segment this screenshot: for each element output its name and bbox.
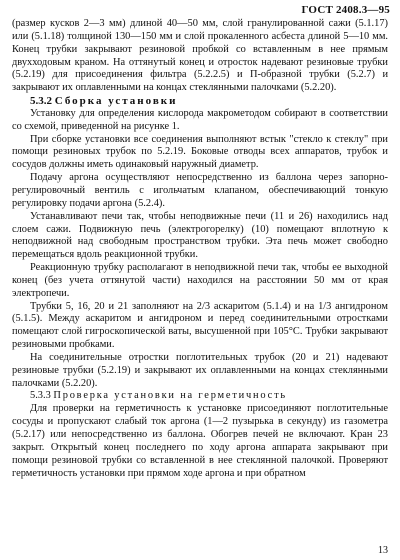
section-heading-check bbox=[12, 390, 388, 403]
section-number: 5.3.2 bbox=[30, 95, 52, 108]
document-body bbox=[12, 18, 388, 480]
section-number: 5.3.3 bbox=[30, 390, 51, 402]
paragraph: Трубки 5, 16, 20 и 21 заполняют на 2/3 аскаритом (5.1.4) и на 1/3 ангидроном (5.1.5). Между аскаритом и ангидроном и перед соединительными отростками помещают слой гигроскопической ваты, высушенной при 105°С. Трубки закрывают резиновыми пробками. bbox=[12, 300, 388, 351]
paragraph: При сборке установки все соединения выполняют встык "стекло к стеклу" при помощи резиновых трубок по 5.2.19. Боковые отводы всех аппаратов, трубок и сосудов должны иметь одинаковый наружный диаметр. bbox=[12, 133, 388, 171]
section-title: Проверка установки на герметичность bbox=[53, 390, 287, 402]
paragraph: Подачу аргона осуществляют непосредственно из баллона через запорно-регулировочный вентиль с игольчатым клапаном, обеспечивающий тонкую регулировку подачи аргона (5.2.4). bbox=[12, 172, 388, 209]
paragraph: Устанавливают печи так, чтобы неподвижные печи (11 и 26) находились над слоем сажи. Подвижную печь (электрогорелку) (10) помещают вплотную к неподвижной над свободным пространством трубки. Эта печь может свободно перемещаться вдоль реакционной трубки. bbox=[12, 210, 388, 261]
paragraph: Установку для определения кислорода макрометодом собирают в соответствии со схемой, приведенной на рисунке 1. bbox=[12, 107, 388, 132]
paragraph: На соединительные отростки поглотительных трубок (20 и 21) надевают резиновые трубки (5.2.19) и закрывают их оплавленными на концах стеклянными палочками (5.2.20). bbox=[12, 351, 388, 389]
page-number: 13 bbox=[378, 545, 388, 556]
page-header bbox=[302, 4, 391, 16]
section-heading-assembly bbox=[12, 95, 388, 108]
document-id: ГОСТ 2408.3—95 bbox=[301, 4, 390, 16]
paragraph: (размер кусков 2—3 мм) длиной 40—50 мм, слой гранулированной сажи (5.1.17) или (5.1.18) толщиной 130—150 мм и слой прокаленного асбеста длиной 5—10 мм. Конец трубки закрывают резиновой пробкой со вставленным в нее прямым двухходовым краном. На оттянутый конец и отросток надевают резиновые трубки (5.2.19) для присоединения фильтра (5.2.2.5) и П-образной трубки (5.2.7) и закрывают их оплавленными на концах стеклянными палочками (5.2.20). bbox=[12, 18, 388, 94]
section-title: Сборка установки bbox=[54, 95, 178, 108]
paragraph: Реакционную трубку располагают в неподвижной печи так, чтобы ее выходной конец (без учета оттянутой части) находился на расстоянии 50 мм от края электропечи. bbox=[12, 262, 388, 299]
paragraph: Для проверки на герметичность к установке присоединяют поглотительные сосуды и пропускают слабый ток аргона (1—2 пузырька в секунду) из газометра (5.2.17) или непосредственно из баллона. Обогрев печей не включают. Кран 23 закрыт. Открытый конец последнего по ходу аргона аппарата закрывают при помощи резиновой трубки со вставленной в нее стеклянной палочкой. Проверяют герметичность установки при прямом ходе аргона и при обратном bbox=[12, 403, 388, 479]
